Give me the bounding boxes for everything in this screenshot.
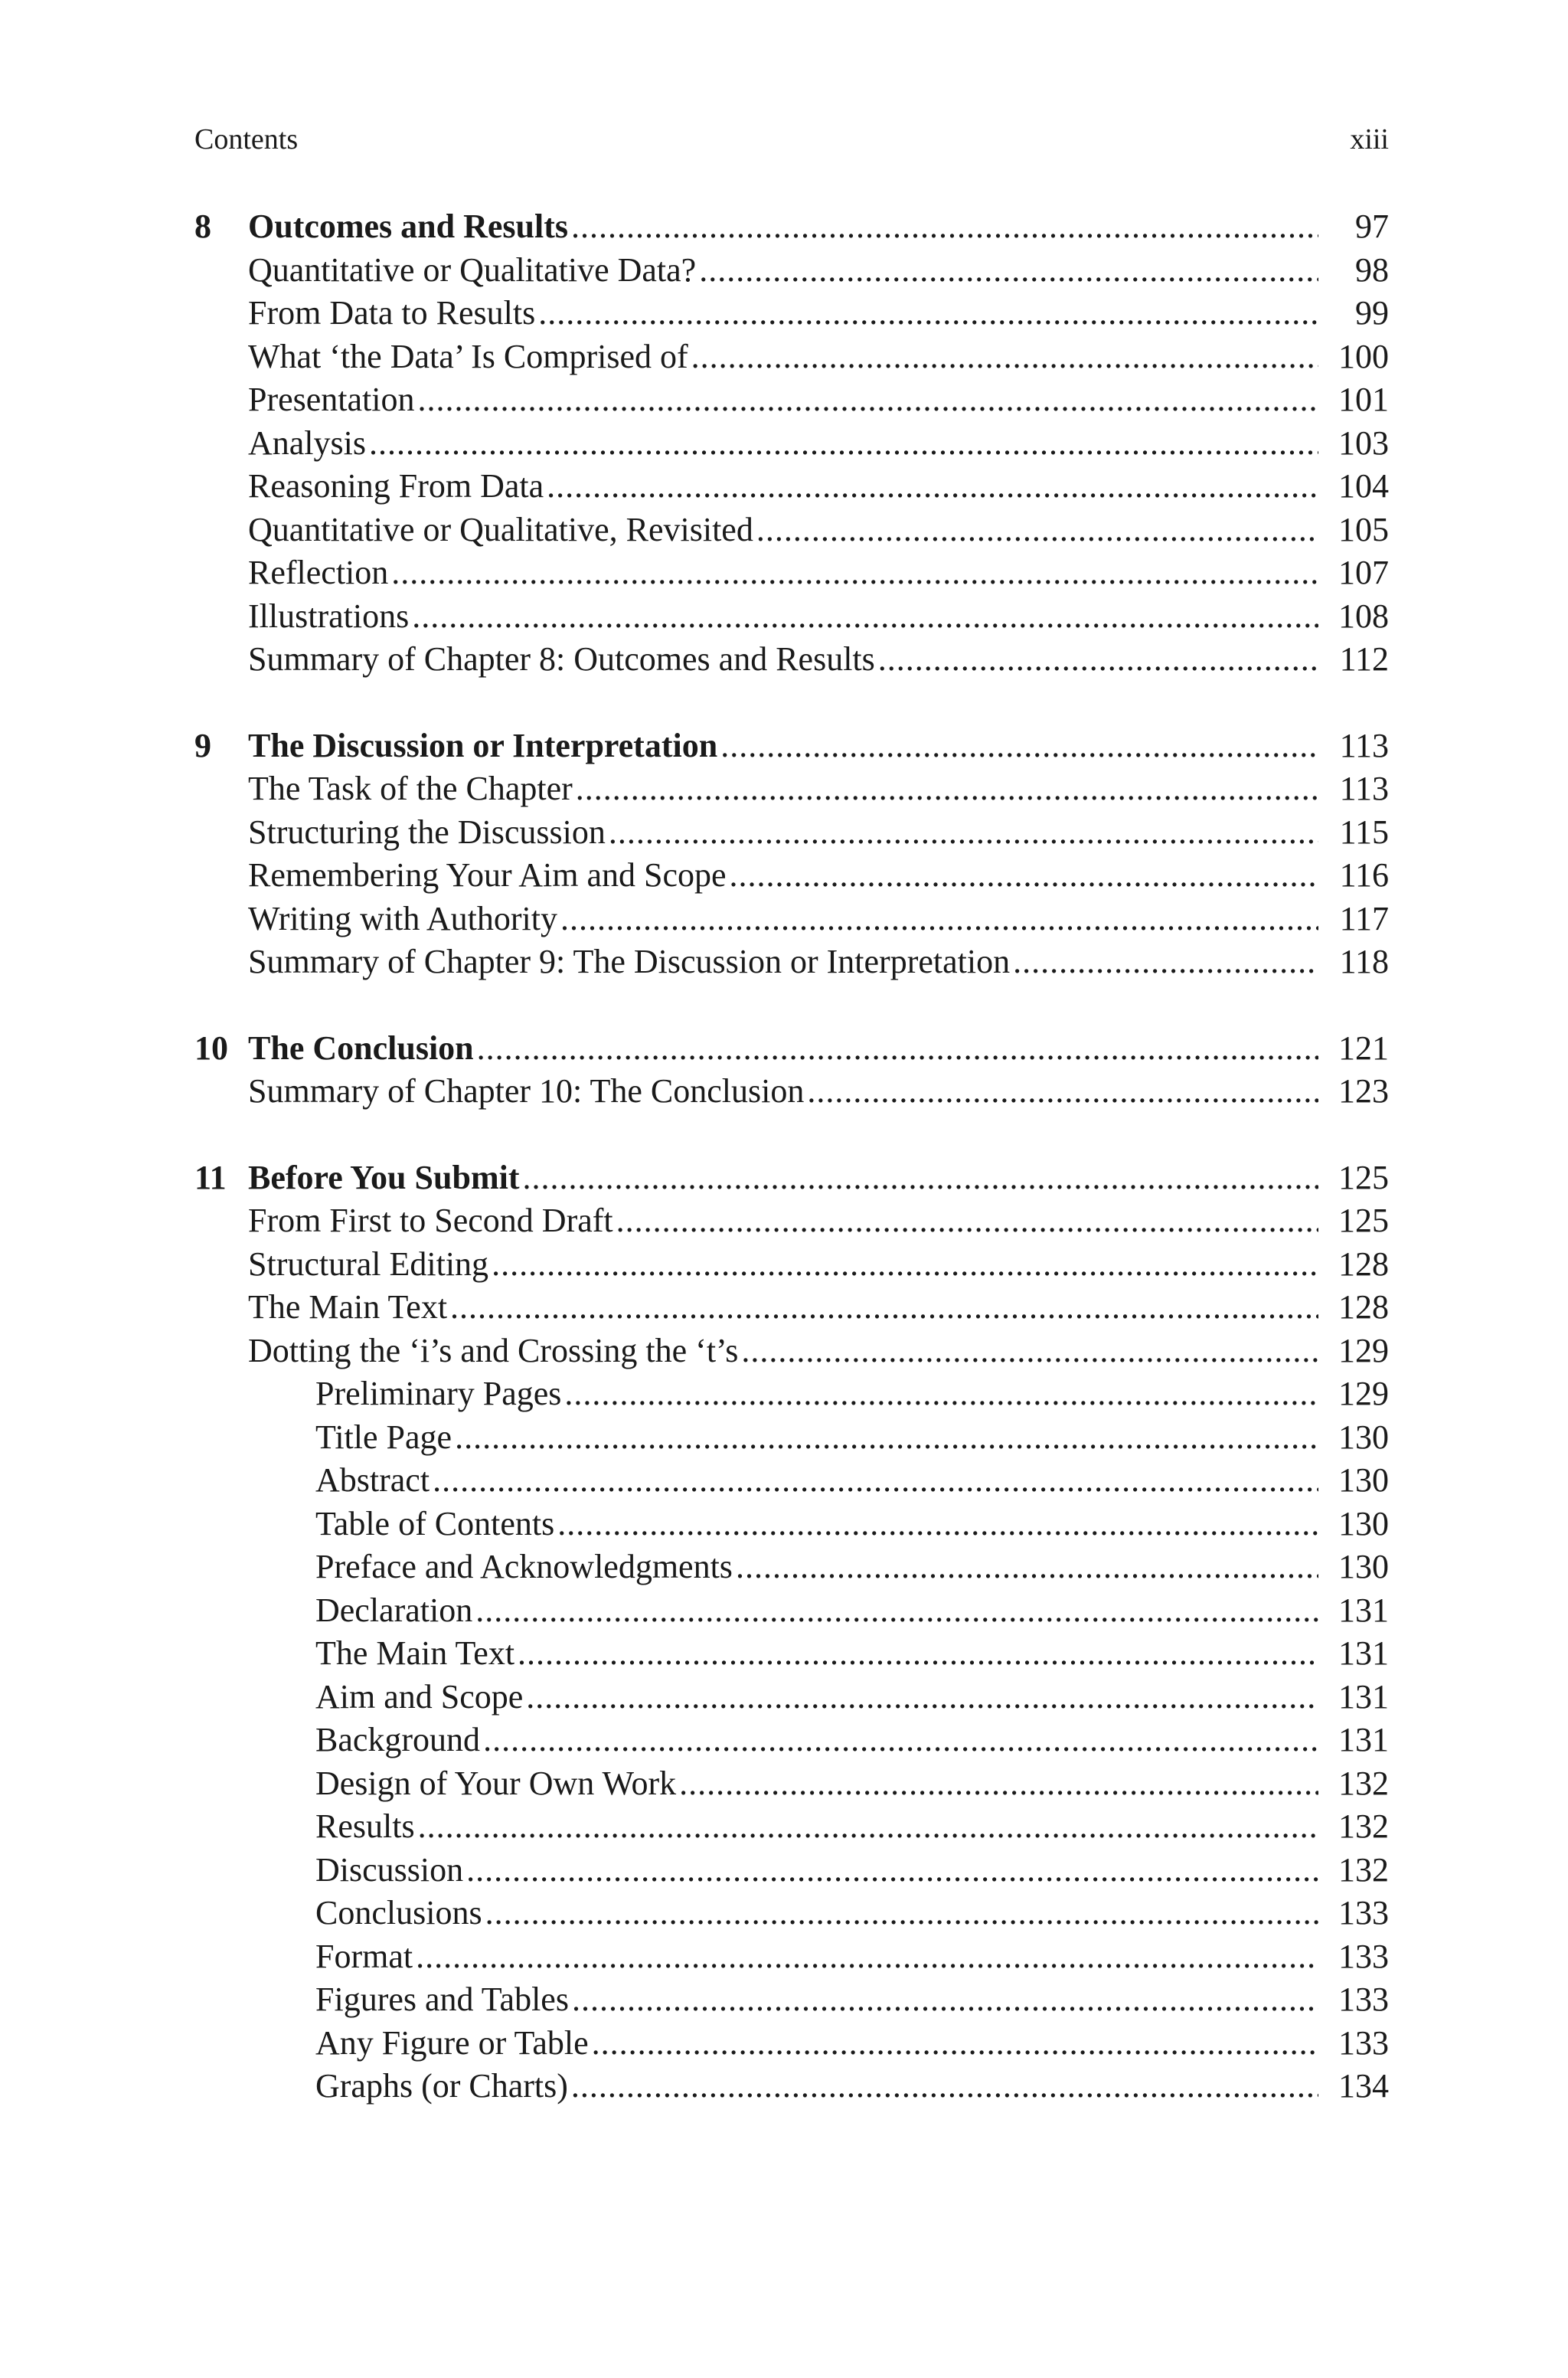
dot-leader (433, 1459, 1318, 1503)
subsection-entry[interactable] (194, 1978, 1389, 2022)
subsection-entry[interactable] (194, 1632, 1389, 1676)
entry-title: From Data to Results (248, 294, 536, 332)
entry-title: Summary of Chapter 10: The Conclusion (248, 1072, 805, 1110)
page-number: 133 (1338, 2023, 1389, 2062)
subsection-entry[interactable] (194, 2022, 1389, 2066)
subsection-entry[interactable] (194, 1503, 1389, 1546)
chapter-number: 10 (194, 1029, 228, 1067)
page-number: 118 (1339, 943, 1389, 980)
chapter-number: 9 (194, 726, 211, 764)
entry-title: Conclusions (315, 1894, 482, 1932)
subsection-entry[interactable] (194, 1676, 1389, 1719)
entry-title: Results (315, 1807, 415, 1845)
section-entry[interactable] (194, 854, 1389, 898)
section-entry[interactable] (194, 940, 1389, 984)
page-number: 131 (1338, 1677, 1389, 1716)
section-entry[interactable] (194, 1286, 1389, 1330)
page-number: 129 (1338, 1375, 1389, 1412)
page-number: 123 (1338, 1072, 1389, 1110)
subsection-entry[interactable] (194, 1459, 1389, 1503)
subsection-entry[interactable] (194, 1546, 1389, 1589)
chapter-block (194, 205, 1389, 682)
entry-title: Presentation (248, 381, 415, 418)
dot-leader (736, 1546, 1318, 1589)
dot-leader (369, 422, 1318, 466)
entry-title: Structuring the Discussion (248, 813, 606, 851)
section-entry[interactable] (194, 595, 1389, 639)
dot-leader (592, 2022, 1318, 2066)
subsection-entry[interactable] (194, 1805, 1389, 1849)
entry-title: Declaration (315, 1591, 473, 1629)
chapter-block (194, 725, 1389, 984)
dot-leader (538, 292, 1318, 335)
chapter-block (194, 1156, 1389, 2108)
entry-title: Abstract (315, 1461, 430, 1499)
entry-title: Format (315, 1937, 413, 1975)
chapter-title: The Discussion or Interpretation (248, 726, 718, 764)
page-number: 130 (1338, 1418, 1389, 1456)
page-number: 108 (1338, 597, 1389, 635)
page-number: 113 (1339, 770, 1389, 807)
dot-leader (691, 335, 1318, 379)
entry-title: Figures and Tables (315, 1981, 569, 2018)
page-number: 130 (1338, 1461, 1389, 1499)
section-entry[interactable] (194, 1330, 1389, 1373)
dot-leader (518, 1632, 1318, 1676)
page-number: 132 (1338, 1850, 1389, 1889)
page-number: 133 (1338, 1894, 1389, 1932)
entry-title: Discussion (315, 1850, 464, 1889)
subsection-entry[interactable] (194, 1719, 1389, 1762)
entry-title: The Main Text (248, 1288, 448, 1326)
dot-leader (466, 1849, 1318, 1892)
page-number: 116 (1339, 856, 1389, 894)
dot-leader (492, 1243, 1318, 1287)
dot-leader (699, 249, 1318, 293)
entry-title: Any Figure or Table (315, 2023, 589, 2062)
subsection-entry[interactable] (194, 1849, 1389, 1892)
page-number: 128 (1338, 1288, 1389, 1326)
subsection-entry[interactable] (194, 1372, 1389, 1416)
page-number: 131 (1338, 1591, 1389, 1629)
dot-leader (756, 509, 1318, 552)
chapter-entry[interactable] (194, 205, 1389, 249)
dot-leader (416, 1935, 1318, 1979)
subsection-entry[interactable] (194, 1892, 1389, 1935)
section-entry[interactable] (194, 292, 1389, 335)
dot-leader (475, 1589, 1318, 1633)
dot-leader (730, 854, 1318, 898)
dot-leader (878, 638, 1318, 682)
entry-title: Graphs (or Charts) (315, 2067, 568, 2105)
dot-leader (571, 205, 1318, 249)
dot-leader (450, 1286, 1318, 1330)
section-entry[interactable] (194, 767, 1389, 811)
dot-leader (485, 1892, 1318, 1935)
dot-leader (609, 811, 1318, 855)
running-head (194, 123, 1389, 165)
section-entry[interactable] (194, 335, 1389, 379)
chapter-title: Outcomes and Results (248, 208, 569, 245)
entry-title: Table of Contents (315, 1504, 555, 1542)
running-head-section: Contents (194, 123, 299, 155)
page-number: 107 (1338, 554, 1389, 591)
page-number: 129 (1338, 1331, 1389, 1369)
chapter-title: The Conclusion (248, 1029, 474, 1067)
chapter-title: Before You Submit (248, 1158, 520, 1196)
dot-leader (391, 551, 1318, 595)
page-number: 131 (1338, 1721, 1389, 1758)
entry-title: Preface and Acknowledgments (315, 1548, 733, 1585)
dot-leader (679, 1762, 1318, 1806)
subsection-entry[interactable] (194, 1416, 1389, 1460)
dot-leader (522, 1156, 1318, 1200)
chapter-entry[interactable] (194, 1156, 1389, 1200)
running-head-page-number: xiii (1350, 123, 1389, 155)
dot-leader (477, 1027, 1318, 1071)
page-number: 112 (1339, 640, 1389, 678)
dot-leader (616, 1199, 1318, 1243)
toc-page (194, 123, 1389, 2151)
entry-title: Title Page (315, 1418, 452, 1456)
section-entry[interactable] (194, 378, 1389, 422)
page-number: 101 (1338, 381, 1389, 418)
entry-title: Preliminary Pages (315, 1375, 562, 1412)
dot-leader (483, 1719, 1318, 1762)
section-entry[interactable] (194, 249, 1389, 293)
entry-title: From First to Second Draft (248, 1202, 613, 1239)
dot-leader (557, 1503, 1318, 1546)
table-of-contents (194, 205, 1389, 2108)
page-number: 117 (1339, 899, 1389, 937)
entry-title: Background (315, 1721, 481, 1758)
page-number: 113 (1339, 726, 1389, 764)
dot-leader (547, 465, 1318, 509)
section-entry[interactable] (194, 811, 1389, 855)
page-number: 134 (1338, 2067, 1389, 2105)
chapter-number: 8 (194, 208, 211, 245)
entry-title: Writing with Authority (248, 899, 557, 937)
entry-title: Summary of Chapter 9: The Discussion or Interpretation (248, 943, 1011, 980)
dot-leader (571, 2065, 1318, 2108)
page-number: 103 (1338, 424, 1389, 462)
entry-title: Quantitative or Qualitative, Revisited (248, 510, 753, 548)
page-number: 98 (1355, 250, 1389, 289)
entry-title: Illustrations (248, 597, 410, 635)
entry-title: Summary of Chapter 8: Outcomes and Results (248, 640, 875, 678)
entry-title: Dotting the ‘i’s and Crossing the ‘t’s (248, 1331, 739, 1369)
page-number: 104 (1338, 467, 1389, 505)
page-number: 125 (1338, 1202, 1389, 1239)
entry-title: Reasoning From Data (248, 467, 544, 505)
section-entry[interactable] (194, 898, 1389, 941)
page-number: 128 (1338, 1245, 1389, 1283)
section-entry[interactable] (194, 422, 1389, 466)
chapter-block (194, 1027, 1389, 1114)
subsection-entry[interactable] (194, 1935, 1389, 1979)
dot-leader (560, 898, 1318, 941)
dot-leader (418, 378, 1318, 422)
page-number: 115 (1339, 813, 1389, 851)
dot-leader (576, 767, 1318, 811)
page-number: 100 (1338, 337, 1389, 375)
entry-title: The Task of the Chapter (248, 770, 573, 807)
chapter-number: 11 (194, 1158, 227, 1196)
page-number: 131 (1338, 1634, 1389, 1672)
section-entry[interactable] (194, 509, 1389, 552)
entry-title: Reflection (248, 554, 389, 591)
dot-leader (807, 1070, 1318, 1114)
dot-leader (455, 1416, 1318, 1460)
page-number: 130 (1338, 1504, 1389, 1542)
page-number: 121 (1338, 1029, 1389, 1067)
section-entry[interactable] (194, 1199, 1389, 1243)
section-entry[interactable] (194, 1243, 1389, 1287)
page-number: 132 (1338, 1807, 1389, 1845)
entry-title: Quantitative or Qualitative Data? (248, 250, 697, 289)
chapter-entry[interactable] (194, 1027, 1389, 1071)
section-entry[interactable] (194, 551, 1389, 595)
page-number: 125 (1338, 1158, 1389, 1196)
page-number: 132 (1338, 1764, 1389, 1802)
page-number: 97 (1355, 208, 1389, 245)
page-number: 105 (1338, 510, 1389, 548)
dot-leader (564, 1372, 1318, 1416)
dot-leader (418, 1805, 1318, 1849)
section-entry[interactable] (194, 1070, 1389, 1114)
dot-leader (1013, 940, 1318, 984)
entry-title: Analysis (248, 424, 366, 462)
section-entry[interactable] (194, 465, 1389, 509)
dot-leader (412, 595, 1318, 639)
section-entry[interactable] (194, 638, 1389, 682)
subsection-entry[interactable] (194, 2065, 1389, 2108)
chapter-entry[interactable] (194, 725, 1389, 768)
entry-title: Design of Your Own Work (315, 1764, 677, 1802)
page-number: 130 (1338, 1548, 1389, 1585)
entry-title: What ‘the Data’ Is Comprised of (248, 337, 688, 375)
dot-leader (720, 725, 1318, 768)
entry-title: Remembering Your Aim and Scope (248, 856, 727, 894)
entry-title: Aim and Scope (315, 1677, 524, 1716)
entry-title: Structural Editing (248, 1245, 489, 1283)
subsection-entry[interactable] (194, 1589, 1389, 1633)
dot-leader (741, 1330, 1318, 1373)
dot-leader (572, 1978, 1318, 2022)
page-number: 99 (1355, 294, 1389, 332)
page-number: 133 (1338, 1937, 1389, 1975)
subsection-entry[interactable] (194, 1762, 1389, 1806)
entry-title: The Main Text (315, 1634, 515, 1672)
page-number: 133 (1338, 1981, 1389, 2018)
dot-leader (526, 1676, 1318, 1719)
